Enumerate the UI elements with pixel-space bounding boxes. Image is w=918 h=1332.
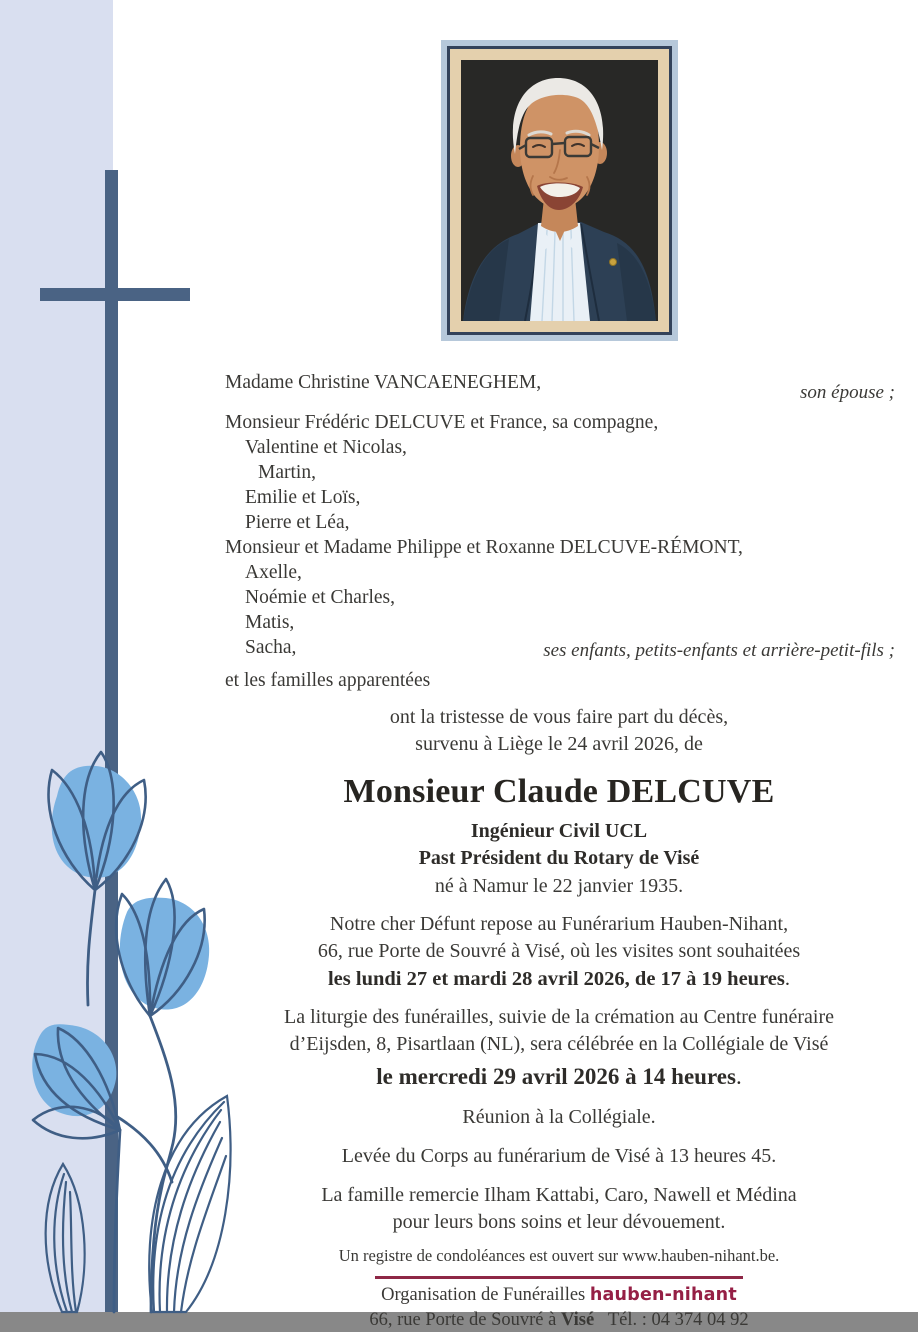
meeting-line: Réunion à la Collégiale. [462, 1106, 656, 1128]
titles-block [200, 818, 918, 900]
thanks-block [200, 1182, 918, 1236]
relative-line: Sacha, [245, 637, 297, 658]
spouse-note: son épouse ; [800, 382, 895, 403]
relative-line: Axelle, [245, 562, 302, 583]
children-note: ses enfants, petits-enfants et arrière-petit-fils ; [543, 640, 895, 661]
relative-line: Madame Christine VANCAENEGHEM, [225, 372, 542, 393]
liturgy-paragraph [200, 1004, 918, 1092]
levee-line: Levée du Corps au funérarium de Visé à 13 heures 45. [341, 1145, 777, 1167]
liturgy-line: La liturgie des funérailles, suivie de la crémation au Centre funéraire [284, 1006, 834, 1028]
address-city: Visé [560, 1310, 595, 1330]
thanks-line: pour leurs bons soins et leur dévouement. [392, 1211, 726, 1233]
liturgy-line: d’Eijsden, 8, Pisartlaan (NL), sera célébrée en la Collégiale de Visé [289, 1033, 829, 1055]
announcement-text [200, 361, 918, 1332]
ceremony-schedule: le mercredi 29 avril 2026 à 14 heures. [376, 1064, 742, 1089]
relative-line: Noémie et Charles, [245, 587, 395, 608]
visits-schedule: les lundi 27 et mardi 28 avril 2026, de 17 à 19 heures. [327, 968, 790, 990]
cross-horizontal-bar [40, 288, 190, 301]
intro-line: ont la tristesse de vous faire part du décès, [389, 706, 729, 728]
portrait-photo [441, 40, 678, 341]
repose-line: Notre cher Défunt repose au Funérarium Hauben-Nihant, [329, 913, 789, 935]
lapel-pin [610, 259, 617, 266]
relative-line: Monsieur Frédéric DELCUVE et France, sa compagne, [225, 412, 659, 433]
relative-line: Emilie et Loïs, [245, 487, 361, 508]
repose-line: 66, rue Porte de Souvré à Visé, où les visites sont souhaitées [317, 940, 801, 962]
deceased-title: Ingénieur Civil UCL [470, 820, 648, 842]
relative-row-with-spouse-note [200, 370, 918, 403]
address-street: 66, rue Porte de Souvré à [369, 1310, 557, 1330]
leaf-left [46, 1164, 85, 1312]
deceased-title: Past Président du Rotary de Visé [418, 847, 700, 869]
relative-line: Pierre et Léa, [245, 512, 350, 533]
intro-block [200, 704, 918, 758]
relative-line: Valentine et Nicolas, [245, 437, 407, 458]
relative-row-with-children-note [200, 635, 918, 660]
intro-line: survenu à Liège le 24 avril 2026, de [415, 733, 703, 755]
organisation-prefix: Organisation de Funérailles [381, 1285, 586, 1305]
organisation-line [200, 1284, 918, 1307]
funeral-home-brand: hauben-nihant [589, 1285, 737, 1305]
deceased-name: Monsieur Claude DELCUVE [343, 773, 775, 810]
relative-line: Martin, [258, 462, 316, 483]
thanks-line: La famille remercie Ilham Kattabi, Caro, Nawell et Médina [321, 1184, 797, 1206]
birth-line: né à Namur le 22 janvier 1935. [434, 875, 684, 897]
relative-line: Monsieur et Madame Philippe et Roxanne DELCUVE-RÉMONT, [225, 537, 743, 558]
families-line: et les familles apparentées [225, 670, 431, 691]
condolence-register-line: Un registre de condoléances est ouvert sur www.hauben-nihant.be. [338, 1246, 780, 1265]
repose-paragraph [200, 911, 918, 993]
address-line [200, 1309, 918, 1332]
phone-number: Tél. : 04 374 04 92 [607, 1310, 749, 1330]
footer-divider [375, 1276, 743, 1279]
relative-line: Matis, [245, 612, 295, 633]
